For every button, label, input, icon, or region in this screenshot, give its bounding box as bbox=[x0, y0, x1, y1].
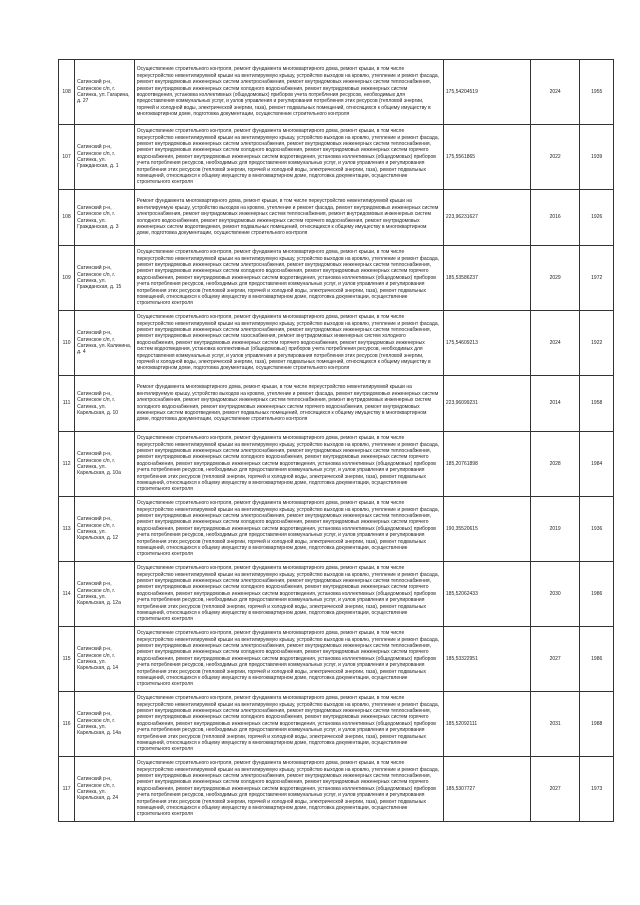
row-cost: 175,5561865 bbox=[443, 125, 530, 190]
row-address: Сатинский р-н, Сатинское с/п, г. Сатинка, ул. Гагарина, д. 27 bbox=[75, 60, 135, 125]
row-works: Осуществление строительного контроля, ремонт фундамента многоквартирного дома, ремонт крыши, в том числе переустройство невентилируемой крыши на вентилируемую крышу, устройство выходов на кровлю, утепление и ремонт фасада, ремонт внутридомовых инженерных систем электроснабжения, ремонт внутридомовых инженерных систем теплоснабжения, ремонт внутридомовых инженерных систем холодного водоснабжения, ремонт внутридомовых инженерных систем горячего водоснабжения, ремонт внутридомовых инженерных систем водоотведения, установка коллективных (общедомовых) приборов учета потребления ресурсов, необходимых для предоставления коммунальных услуг, и узлов управления и регулирования потребления этих ресурсов (тепловой энергии, горячей и холодной воды, электрической энергии, газа), ремонт подвальных помещений, относящихся к общему имуществу в многоквартирном доме, подготовка документации, осуществление строительного контроля bbox=[134, 497, 443, 562]
row-number: 115 bbox=[59, 627, 75, 692]
row-cost: 175,54204519 bbox=[443, 60, 530, 125]
row-number: 113 bbox=[59, 497, 75, 562]
table-row bbox=[59, 562, 614, 627]
table-row bbox=[59, 246, 614, 311]
row-number: 109 bbox=[59, 246, 75, 311]
row-plan-year: 2024 bbox=[530, 60, 580, 125]
row-works: Осуществление строительного контроля, ремонт фундамента многоквартирного дома, ремонт крыши, в том числе переустройство невентилируемой крыши на вентилируемую крышу, устройство выходов на кровлю, утепление и ремонт фасада, ремонт внутридомовых инженерных систем электроснабжения, ремонт внутридомовых инженерных систем теплоснабжения, ремонт внутридомовых инженерных систем газоснабжения, ремонт внутридомовых инженерных систем холодного водоснабжения, ремонт внутридомовых инженерных систем горячего водоснабжения, ремонт внутридомовых инженерных систем водоотведения, установка коллективных (общедомовых) приборов учета потребления ресурсов, необходимых для предоставления коммунальных услуг, и узлов управления и регулирования потребления этих ресурсов (тепловой энергии, горячей и холодной воды, электрической энергии, газа), ремонт подвальных помещений, относящихся к общему имуществу в многоквартирном доме, подготовка документации, осуществление строительного контроля bbox=[134, 311, 443, 376]
row-works: Осуществление строительного контроля, ремонт фундамента многоквартирного дома, ремонт крыши, в том числе переустройство невентилируемой крыши на вентилируемую крышу, устройство выходов на кровлю, утепление и ремонт фасада, ремонт внутридомовых инженерных систем электроснабжения, ремонт внутридомовых инженерных систем теплоснабжения, ремонт внутридомовых инженерных систем холодного водоснабжения, ремонт внутридомовых инженерных систем горячего водоснабжения, ремонт внутридомовых инженерных систем водоотведения, установка коллективных (общедомовых) приборов учета потребления ресурсов, необходимых для предоставления коммунальных услуг, и узлов управления и регулирования потребления этих ресурсов (тепловой энергии, горячей и холодной воды, электрической энергии, газа), ремонт подвальных помещений, относящихся к общему имуществу в многоквартирном доме, подготовка документации, осуществление строительного контроля bbox=[134, 246, 443, 311]
row-cost: 223,96231627 bbox=[443, 190, 530, 246]
row-cost: 190,35520615 bbox=[443, 497, 530, 562]
row-address: Сатинский р-н, Сатинское с/п, г. Сатинка, ул. Гражданская, д. 3 bbox=[75, 190, 135, 246]
row-address: Сатинский р-н, Сатинское с/п, г. Сатинка, ул. Карельская, д. 12 bbox=[75, 497, 135, 562]
row-number: 108 bbox=[59, 60, 75, 125]
row-number: 111 bbox=[59, 376, 75, 432]
row-cost: 185,52092111 bbox=[443, 692, 530, 757]
row-number: 112 bbox=[59, 432, 75, 497]
table-row bbox=[59, 757, 614, 822]
row-address: Сатинский р-н, Сатинское с/п, г. Сатинка, ул. Карельская, д. 10а bbox=[75, 432, 135, 497]
row-works: Осуществление строительного контроля, ремонт фундамента многоквартирного дома, ремонт крыши, в том числе переустройство невентилируемой крыши на вентилируемую крышу, устройство выходов на кровлю, утепление и ремонт фасада, ремонт внутридомовых инженерных систем электроснабжения, ремонт внутридомовых инженерных систем теплоснабжения, ремонт внутридомовых инженерных систем холодного водоснабжения, ремонт внутридомовых инженерных систем горячего водоснабжения, ремонт внутридомовых инженерных систем водоотведения, установка коллективных (общедомовых) приборов учета потребления ресурсов, необходимых для предоставления коммунальных услуг, и узлов управления и регулирования потребления этих ресурсов (тепловой энергии, горячей и холодной воды, электрической энергии, газа), ремонт подвальных помещений, относящихся к общему имуществу в многоквартирном доме, подготовка документации, осуществление строительного контроля bbox=[134, 757, 443, 822]
row-built-year: 1922 bbox=[580, 311, 614, 376]
row-number: 114 bbox=[59, 562, 75, 627]
row-plan-year: 2027 bbox=[530, 627, 580, 692]
row-number: 107 bbox=[59, 125, 75, 190]
row-address: Сатинский р-н, Сатинское с/п, г. Сатинка, ул. Гражданская, д. 15 bbox=[75, 246, 135, 311]
row-plan-year: 2022 bbox=[530, 125, 580, 190]
table-row bbox=[59, 125, 614, 190]
row-cost: 175,54609213 bbox=[443, 311, 530, 376]
row-works: Осуществление строительного контроля, ремонт фундамента многоквартирного дома, ремонт крыши, в том числе переустройство невентилируемой крыши на вентилируемую крышу, устройство выходов на кровлю, утепление и ремонт фасада, ремонт внутридомовых инженерных систем электроснабжения, ремонт внутридомовых инженерных систем теплоснабжения, ремонт внутридомовых инженерных систем холодного водоснабжения, ремонт внутридомовых инженерных систем водоотведения, установка коллективных (общедомовых) приборов учета потребления ресурсов, необходимых для предоставления коммунальных услуг, и узлов управления и регулирования потребления этих ресурсов (тепловой энергии, горячей и холодной воды, электрической энергии, газа), ремонт подвальных помещений, относящихся к общему имуществу в многоквартирном доме, подготовка документации, осуществление строительного контроля bbox=[134, 60, 443, 125]
row-number: 117 bbox=[59, 757, 75, 822]
row-plan-year: 2029 bbox=[530, 246, 580, 311]
row-built-year: 1955 bbox=[580, 60, 614, 125]
row-cost: 185,20761898 bbox=[443, 432, 530, 497]
row-built-year: 1986 bbox=[580, 562, 614, 627]
row-built-year: 1973 bbox=[580, 757, 614, 822]
row-plan-year: 2031 bbox=[530, 692, 580, 757]
table-row bbox=[59, 692, 614, 757]
row-address: Сатинский р-н, Сатинское с/п, г. Сатинка, ул. Гражданская, д. 1 bbox=[75, 125, 135, 190]
row-works: Ремонт фундамента многоквартирного дома, ремонт крыши, в том числе переустройство невентилируемой крыши на вентилируемую крышу, устройство выходов на кровлю, утепление и ремонт фасада, ремонт внутридомовых инженерных систем электроснабжения, ремонт внутридомовых инженерных систем теплоснабжения, ремонт внутридомовых инженерных систем холодного водоснабжения, ремонт внутридомовых инженерных систем горячего водоснабжения, ремонт внутридомовых инженерных систем водоотведения, ремонт подвальных помещений, относящихся к общему имуществу в многоквартирном доме, подготовка документации, осуществление строительного контроля bbox=[134, 376, 443, 432]
row-built-year: 1958 bbox=[580, 376, 614, 432]
table-row bbox=[59, 497, 614, 562]
capital-repair-table bbox=[58, 59, 614, 822]
row-built-year: 1926 bbox=[580, 190, 614, 246]
row-works: Осуществление строительного контроля, ремонт фундамента многоквартирного дома, ремонт крыши, в том числе переустройство невентилируемой крыши на вентилируемую крышу, устройство выходов на кровлю, утепление и ремонт фасада, ремонт внутридомовых инженерных систем электроснабжения, ремонт внутридомовых инженерных систем теплоснабжения, ремонт внутридомовых инженерных систем холодного водоснабжения, ремонт внутридомовых инженерных систем горячего водоснабжения, ремонт внутридомовых инженерных систем водоотведения, установка коллективных (общедомовых) приборов учета потребления ресурсов, необходимых для предоставления коммунальных услуг, и узлов управления и регулирования потребления этих ресурсов (тепловой энергии, горячей и холодной воды, электрической энергии, газа), ремонт подвальных помещений, относящихся к общему имуществу в многоквартирном доме, подготовка документации, осуществление строительного контроля bbox=[134, 692, 443, 757]
row-address: Сатинский р-н, Сатинское с/п, г. Сатинка, ул. Карельская, д. 12а bbox=[75, 562, 135, 627]
row-plan-year: 2027 bbox=[530, 757, 580, 822]
row-works: Осуществление строительного контроля, ремонт фундамента многоквартирного дома, ремонт крыши, в том числе переустройство невентилируемой крыши на вентилируемую крышу, устройство выходов на кровлю, утепление и ремонт фасада, ремонт внутридомовых инженерных систем электроснабжения, ремонт внутридомовых инженерных систем теплоснабжения, ремонт внутридомовых инженерных систем холодного водоснабжения, ремонт внутридомовых инженерных систем горячего водоснабжения, ремонт внутридомовых инженерных систем водоотведения, установка коллективных (общедомовых) приборов учета потребления ресурсов, необходимых для предоставления коммунальных услуг, и узлов управления и регулирования потребления этих ресурсов (тепловой энергии, горячей и холодной воды, электрической энергии, газа), ремонт подвальных помещений, относящихся к общему имуществу в многоквартирном доме, подготовка документации, осуществление строительного контроля bbox=[134, 627, 443, 692]
row-built-year: 1939 bbox=[580, 125, 614, 190]
row-number: 116 bbox=[59, 692, 75, 757]
row-plan-year: 2016 bbox=[530, 190, 580, 246]
row-cost: 185,53322951 bbox=[443, 627, 530, 692]
row-cost: 185,5307727 bbox=[443, 757, 530, 822]
table-row bbox=[59, 190, 614, 246]
row-plan-year: 2030 bbox=[530, 562, 580, 627]
row-built-year: 1972 bbox=[580, 246, 614, 311]
row-built-year: 1986 bbox=[580, 627, 614, 692]
row-plan-year: 2024 bbox=[530, 311, 580, 376]
row-address: Сатинский р-н, Сатинское с/п, г. Сатинка, ул. Карельская, д. 14а bbox=[75, 692, 135, 757]
row-works: Осуществление строительного контроля, ремонт фундамента многоквартирного дома, ремонт крыши, в том числе переустройство невентилируемой крыши на вентилируемую крышу, устройство выходов на кровлю, утепление и ремонт фасада, ремонт внутридомовых инженерных систем электроснабжения, ремонт внутридомовых инженерных систем теплоснабжения, ремонт внутридомовых инженерных систем холодного водоснабжения, ремонт внутридомовых инженерных систем горячего водоснабжения, ремонт внутридомовых инженерных систем водоотведения, установка коллективных (общедомовых) приборов учета потребления ресурсов, необходимых для предоставления коммунальных услуг, и узлов управления и регулирования потребления этих ресурсов (тепловой энергии, горячей и холодной воды, электрической энергии, газа), ремонт подвальных помещений, относящихся к общему имуществу в многоквартирном доме, подготовка документации, осуществление строительного контроля bbox=[134, 125, 443, 190]
row-built-year: 1936 bbox=[580, 497, 614, 562]
row-plan-year: 2014 bbox=[530, 376, 580, 432]
table-row bbox=[59, 432, 614, 497]
row-address: Сатинский р-н, Сатинское с/п, г. Сатинка, ул. Карельская, д. 24 bbox=[75, 757, 135, 822]
row-address: Сатинский р-н, Сатинское с/п, г. Сатинка, ул. Калинина, д. 4 bbox=[75, 311, 135, 376]
row-plan-year: 2028 bbox=[530, 432, 580, 497]
row-number: 110 bbox=[59, 311, 75, 376]
row-works: Осуществление строительного контроля, ремонт фундамента многоквартирного дома, ремонт крыши, в том числе переустройство невентилируемой крыши на вентилируемую крышу, устройство выходов на кровлю, утепление и ремонт фасада, ремонт внутридомовых инженерных систем электроснабжения, ремонт внутридомовых инженерных систем теплоснабжения, ремонт внутридомовых инженерных систем холодного водоснабжения, ремонт внутридомовых инженерных систем горячего водоснабжения, ремонт внутридомовых инженерных систем водоотведения, установка коллективных (общедомовых) приборов учета потребления ресурсов, необходимых для предоставления коммунальных услуг, и узлов управления и регулирования потребления этих ресурсов (тепловой энергии, горячей и холодной воды, электрической энергии, газа), ремонт подвальных помещений, относящихся к общему имуществу в многоквартирном доме, подготовка документации, осуществление строительного контроля bbox=[134, 432, 443, 497]
row-works: Ремонт фундамента многоквартирного дома, ремонт крыши, в том числе переустройство невентилируемой крыши на вентилируемую крышу, устройство выходов на кровлю, утепление и ремонт фасада, ремонт внутридомовых инженерных систем электроснабжения, ремонт внутридомовых инженерных систем теплоснабжения, ремонт внутридомовых инженерных систем холодного водоснабжения, ремонт внутридомовых инженерных систем горячего водоснабжения, ремонт внутридомовых инженерных систем водоотведения, ремонт подвальных помещений, относящихся к общему имуществу в многоквартирном доме, подготовка документации, осуществление строительного контроля bbox=[134, 190, 443, 246]
table-row bbox=[59, 376, 614, 432]
table-row bbox=[59, 311, 614, 376]
row-built-year: 1984 bbox=[580, 432, 614, 497]
row-address: Сатинский р-н, Сатинское с/п, г. Сатинка, ул. Карельская, д. 14 bbox=[75, 627, 135, 692]
table-row bbox=[59, 60, 614, 125]
row-cost: 223,96099231 bbox=[443, 376, 530, 432]
row-number: 108 bbox=[59, 190, 75, 246]
row-built-year: 1988 bbox=[580, 692, 614, 757]
row-cost: 185,52062433 bbox=[443, 562, 530, 627]
row-address: Сатинский р-н, Сатинское с/п, г. Сатинка, ул. Карельская, д. 10 bbox=[75, 376, 135, 432]
row-plan-year: 2019 bbox=[530, 497, 580, 562]
row-works: Осуществление строительного контроля, ремонт фундамента многоквартирного дома, ремонт крыши, в том числе переустройство невентилируемой крыши на вентилируемую крышу, устройство выходов на кровлю, утепление и ремонт фасада, ремонт внутридомовых инженерных систем электроснабжения, ремонт внутридомовых инженерных систем теплоснабжения, ремонт внутридомовых инженерных систем холодного водоснабжения, ремонт внутридомовых инженерных систем горячего водоснабжения, ремонт внутридомовых инженерных систем водоотведения, установка коллективных (общедомовых) приборов учета потребления ресурсов, необходимых для предоставления коммунальных услуг, и узлов управления и регулирования потребления этих ресурсов (тепловой энергии, горячей и холодной воды, электрической энергии, газа), ремонт подвальных помещений, относящихся к общему имуществу в многоквартирном доме, подготовка документации, осуществление строительного контроля bbox=[134, 562, 443, 627]
row-cost: 185,53586237 bbox=[443, 246, 530, 311]
table-row bbox=[59, 627, 614, 692]
